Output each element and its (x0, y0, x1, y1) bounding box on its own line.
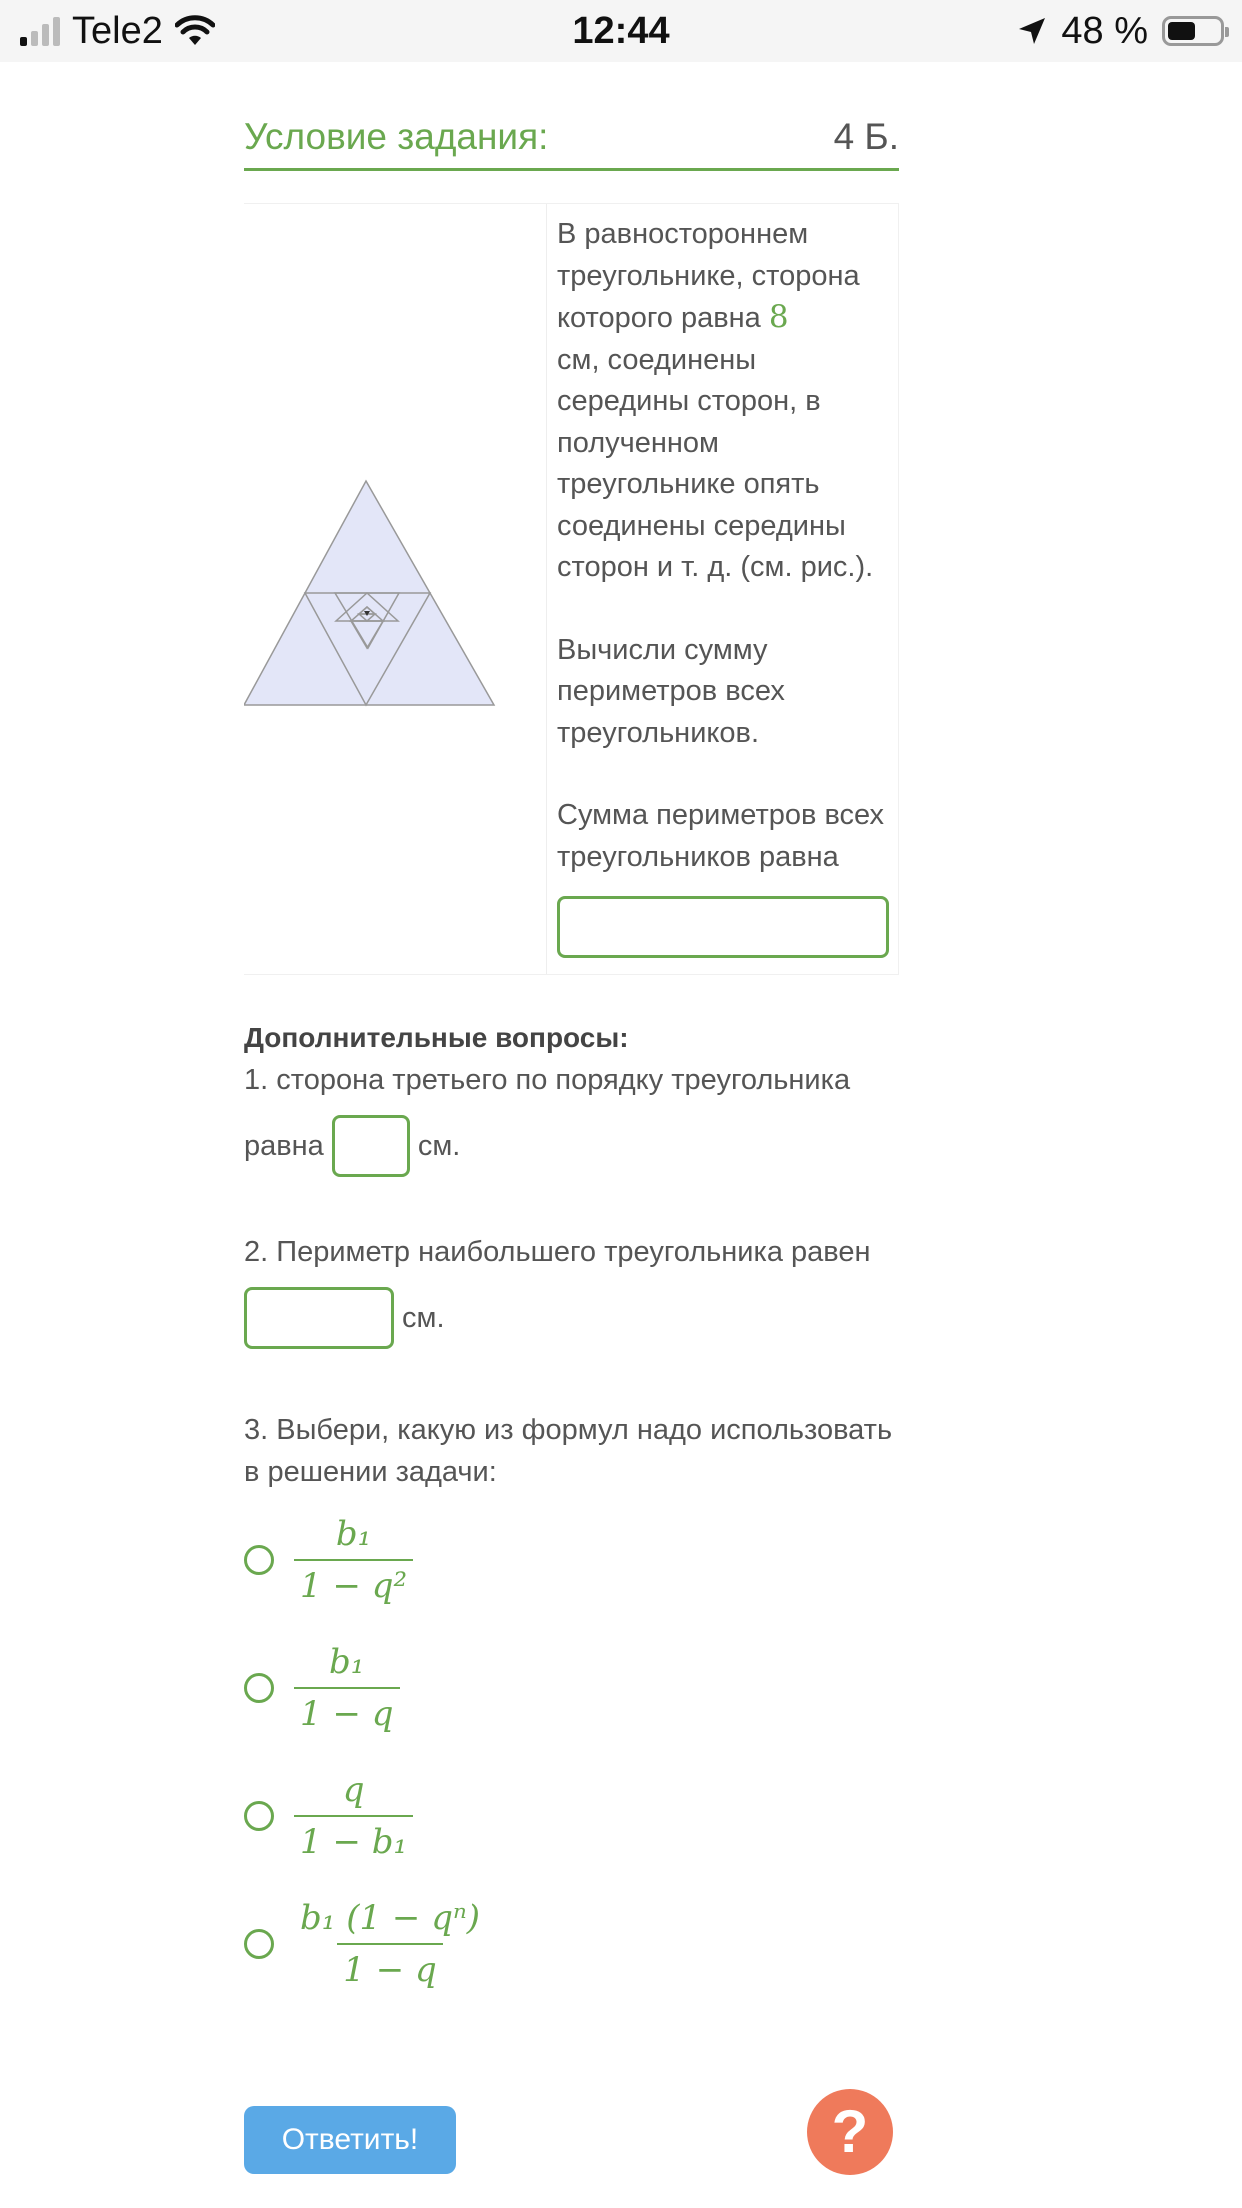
formula-fraction: $\frac{\text{b₁ (1 − qⁿ)}}{1 - q}$ (300, 1898, 481, 1990)
carrier-name: Tele2 (72, 9, 163, 52)
problem-statement: В равностороннем треугольнике, сторона которого равна 8 см, соединены середины сторон, в полученном треугольнике опять соединены середины сторон и т. д. (см. рис.). (557, 218, 874, 583)
formula-option-2[interactable] (244, 1641, 899, 1735)
formula-fraction: $\frac{\text{b₁}}{1 - q}$ (294, 1641, 400, 1735)
battery-percentage: 48 % (1061, 9, 1148, 52)
extra-questions-title: Дополнительные вопросы: (244, 1022, 629, 1053)
largest-triangle-perimeter-input[interactable] (244, 1287, 394, 1349)
question-2-unit: см. (402, 1302, 445, 1334)
battery-icon (1162, 16, 1224, 46)
answer-label: Сумма периметров всех треугольников равна (557, 799, 885, 873)
extra-questions (244, 1017, 899, 1991)
question-3-text: 3. Выбери, какую из формул надо использовать в решении задачи: (244, 1414, 893, 1488)
question-1-prefix: равна (244, 1130, 324, 1162)
formula-option-4[interactable] (244, 1897, 899, 1991)
radio-button[interactable] (244, 1545, 274, 1575)
formula-fraction: $\frac{\text{b₁}}{\text{1 − q²}}$ (294, 1513, 413, 1607)
status-right (1017, 8, 1224, 54)
radio-button[interactable] (244, 1801, 274, 1831)
help-button[interactable]: ? (807, 2089, 893, 2175)
radio-button[interactable] (244, 1673, 274, 1703)
submit-answer-button[interactable]: Ответить! (244, 2106, 456, 2174)
nested-triangles-figure (244, 469, 504, 709)
task-figure (244, 204, 547, 974)
task-title: Условие задания: (244, 115, 549, 157)
radio-button[interactable] (244, 1929, 274, 1959)
task-points: 4 Б. (833, 115, 899, 157)
task-table (244, 203, 899, 975)
question-1-text: 1. сторона третьего по порядку треугольника (244, 1064, 851, 1096)
question-1-answer-line (244, 1115, 899, 1177)
task-description (547, 204, 898, 974)
side-length-value: 8 (768, 299, 789, 335)
formula-option-1[interactable] (244, 1513, 899, 1607)
formula-options (244, 1513, 899, 1991)
clock: 12:44 (572, 10, 670, 52)
question-1-unit: см. (417, 1130, 461, 1162)
instruction: Вычисли сумму периметров всех треугольников. (557, 633, 785, 749)
formula-option-3[interactable] (244, 1769, 899, 1863)
task-content (244, 105, 899, 2025)
task-header (244, 105, 899, 171)
status-bar (0, 0, 1242, 62)
location-arrow-icon (1017, 16, 1047, 46)
third-triangle-side-input[interactable] (332, 1115, 410, 1177)
perimeter-sum-input[interactable] (557, 896, 889, 958)
question-2-text: 2. Периметр наибольшего треугольника равен (244, 1236, 871, 1268)
question-2-answer-line (244, 1287, 899, 1349)
formula-fraction: $\frac{q}{\text{1 − b₁}}$ (294, 1769, 413, 1863)
